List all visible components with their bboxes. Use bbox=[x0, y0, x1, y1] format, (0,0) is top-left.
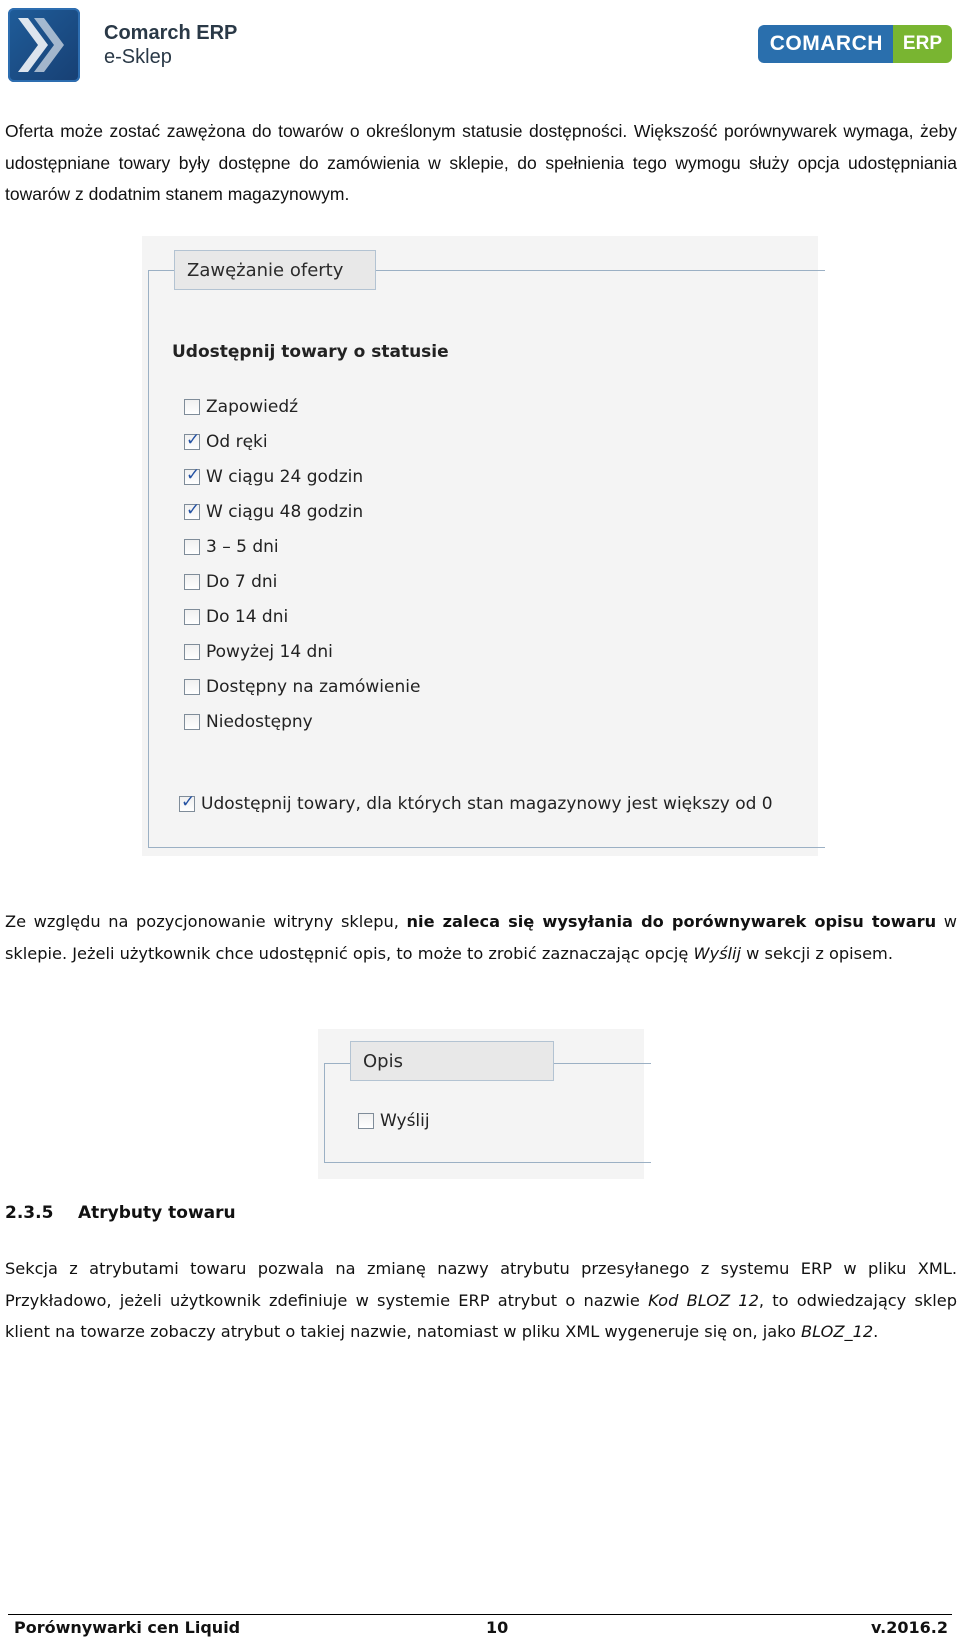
status-option-label: W ciągu 48 godzin bbox=[206, 502, 364, 522]
attributes-paragraph bbox=[5, 1253, 957, 1348]
checkbox[interactable] bbox=[184, 644, 200, 660]
checkbox[interactable] bbox=[184, 434, 200, 450]
status-option-label: Od ręki bbox=[206, 432, 268, 452]
checkbox[interactable] bbox=[184, 679, 200, 695]
intro-paragraph: Oferta może zostać zawężona do towarów o określonym statusie dostępności. Większość porównywarek wymaga, żeby udostępniane towary były dostępne do zamówienia w sklepie, do spełnienia tego wymogu służy opcja udostępniania towarów z dodatnim stanem magazynowym. bbox=[5, 121, 957, 204]
checkbox[interactable] bbox=[358, 1113, 374, 1129]
footer-doc-title: Porównywarki cen Liquid bbox=[14, 1618, 241, 1637]
description-paragraph bbox=[5, 906, 957, 969]
italic-text: Wyślij bbox=[693, 943, 741, 963]
text-span: . bbox=[873, 1322, 879, 1341]
checkbox[interactable] bbox=[184, 539, 200, 555]
text-span: w sekcji z opisem. bbox=[741, 943, 893, 963]
text-span: , to odwiedzający sklep klient na towarze zobaczy atrybut o takiej nazwie, natomiast w pliku XML wygeneruje się on, jako bbox=[5, 1290, 958, 1341]
text-span: Sekcja z atrybutami towaru pozwala na zmianę nazwy atrybutu przesyłanego z systemu ERP w pliku XML. Przykładowo, jeżeli użytkownik zdefiniuje w systemie ERP atrybut o nazwie bbox=[5, 1259, 957, 1310]
checkbox[interactable] bbox=[184, 609, 200, 625]
status-option[interactable] bbox=[184, 432, 268, 452]
panel-legend: Zawężanie oferty bbox=[174, 250, 376, 290]
description-panel bbox=[318, 1029, 644, 1179]
status-option-label: 3 – 5 dni bbox=[206, 537, 279, 557]
status-option-label: Powyżej 14 dni bbox=[206, 642, 333, 662]
status-option[interactable] bbox=[184, 642, 333, 662]
brand-product: e-Sklep bbox=[104, 46, 172, 68]
status-option[interactable] bbox=[184, 467, 363, 487]
comarch-chevron-logo-icon bbox=[8, 8, 80, 82]
status-option[interactable] bbox=[184, 712, 313, 732]
checkbox[interactable] bbox=[179, 796, 195, 812]
checkbox[interactable] bbox=[184, 574, 200, 590]
bold-text: nie zaleca się wysyłania do porównywarek opisu towaru bbox=[406, 912, 937, 931]
status-option-label: Dostępny na zamówienie bbox=[206, 677, 421, 697]
status-option[interactable] bbox=[184, 572, 277, 592]
italic-text: BLOZ_12 bbox=[801, 1322, 874, 1341]
offer-filter-panel bbox=[142, 236, 818, 856]
stock-option[interactable] bbox=[179, 794, 773, 814]
status-option[interactable] bbox=[184, 537, 279, 557]
italic-text: Kod BLOZ 12 bbox=[648, 1290, 759, 1310]
brand-name: Comarch ERP bbox=[104, 22, 238, 44]
checkbox[interactable] bbox=[184, 399, 200, 415]
header-brand bbox=[8, 8, 237, 82]
logo-text: COMARCH bbox=[758, 25, 893, 63]
send-option[interactable] bbox=[358, 1111, 430, 1131]
status-option[interactable] bbox=[184, 397, 298, 417]
panel-legend: Opis bbox=[350, 1041, 554, 1081]
logo-suffix: ERP bbox=[893, 25, 952, 63]
status-section-title: Udostępnij towary o statusie bbox=[172, 342, 449, 362]
footer-page-number: 10 bbox=[486, 1618, 509, 1637]
status-option-label: Do 7 dni bbox=[206, 572, 278, 592]
section-heading bbox=[5, 1203, 236, 1223]
text-span: w sklepie. Jeżeli użytkownik chce udostępnić opis, to może to zrobić zaznaczając opcję bbox=[5, 912, 957, 963]
section-number: 2.3.5 bbox=[5, 1203, 54, 1223]
checkbox[interactable] bbox=[184, 714, 200, 730]
stock-option-label: Udostępnij towary, dla których stan magazynowy jest większy od 0 bbox=[201, 794, 773, 814]
status-option[interactable] bbox=[184, 677, 420, 697]
status-option-label: Do 14 dni bbox=[206, 607, 289, 627]
send-option-label: Wyślij bbox=[380, 1111, 430, 1131]
status-option[interactable] bbox=[184, 502, 363, 522]
comarch-erp-logo bbox=[758, 25, 952, 63]
footer-version: v.2016.2 bbox=[871, 1618, 948, 1637]
status-option-label: Niedostępny bbox=[206, 712, 313, 732]
status-option[interactable] bbox=[184, 607, 288, 627]
text-span: Ze względu na pozycjonowanie witryny sklepu, bbox=[5, 912, 407, 931]
checkbox[interactable] bbox=[184, 504, 200, 520]
section-title: Atrybuty towaru bbox=[78, 1203, 236, 1223]
footer-divider bbox=[8, 1614, 952, 1615]
status-option-label: Zapowiedź bbox=[206, 397, 299, 417]
status-option-label: W ciągu 24 godzin bbox=[206, 467, 364, 487]
checkbox[interactable] bbox=[184, 469, 200, 485]
